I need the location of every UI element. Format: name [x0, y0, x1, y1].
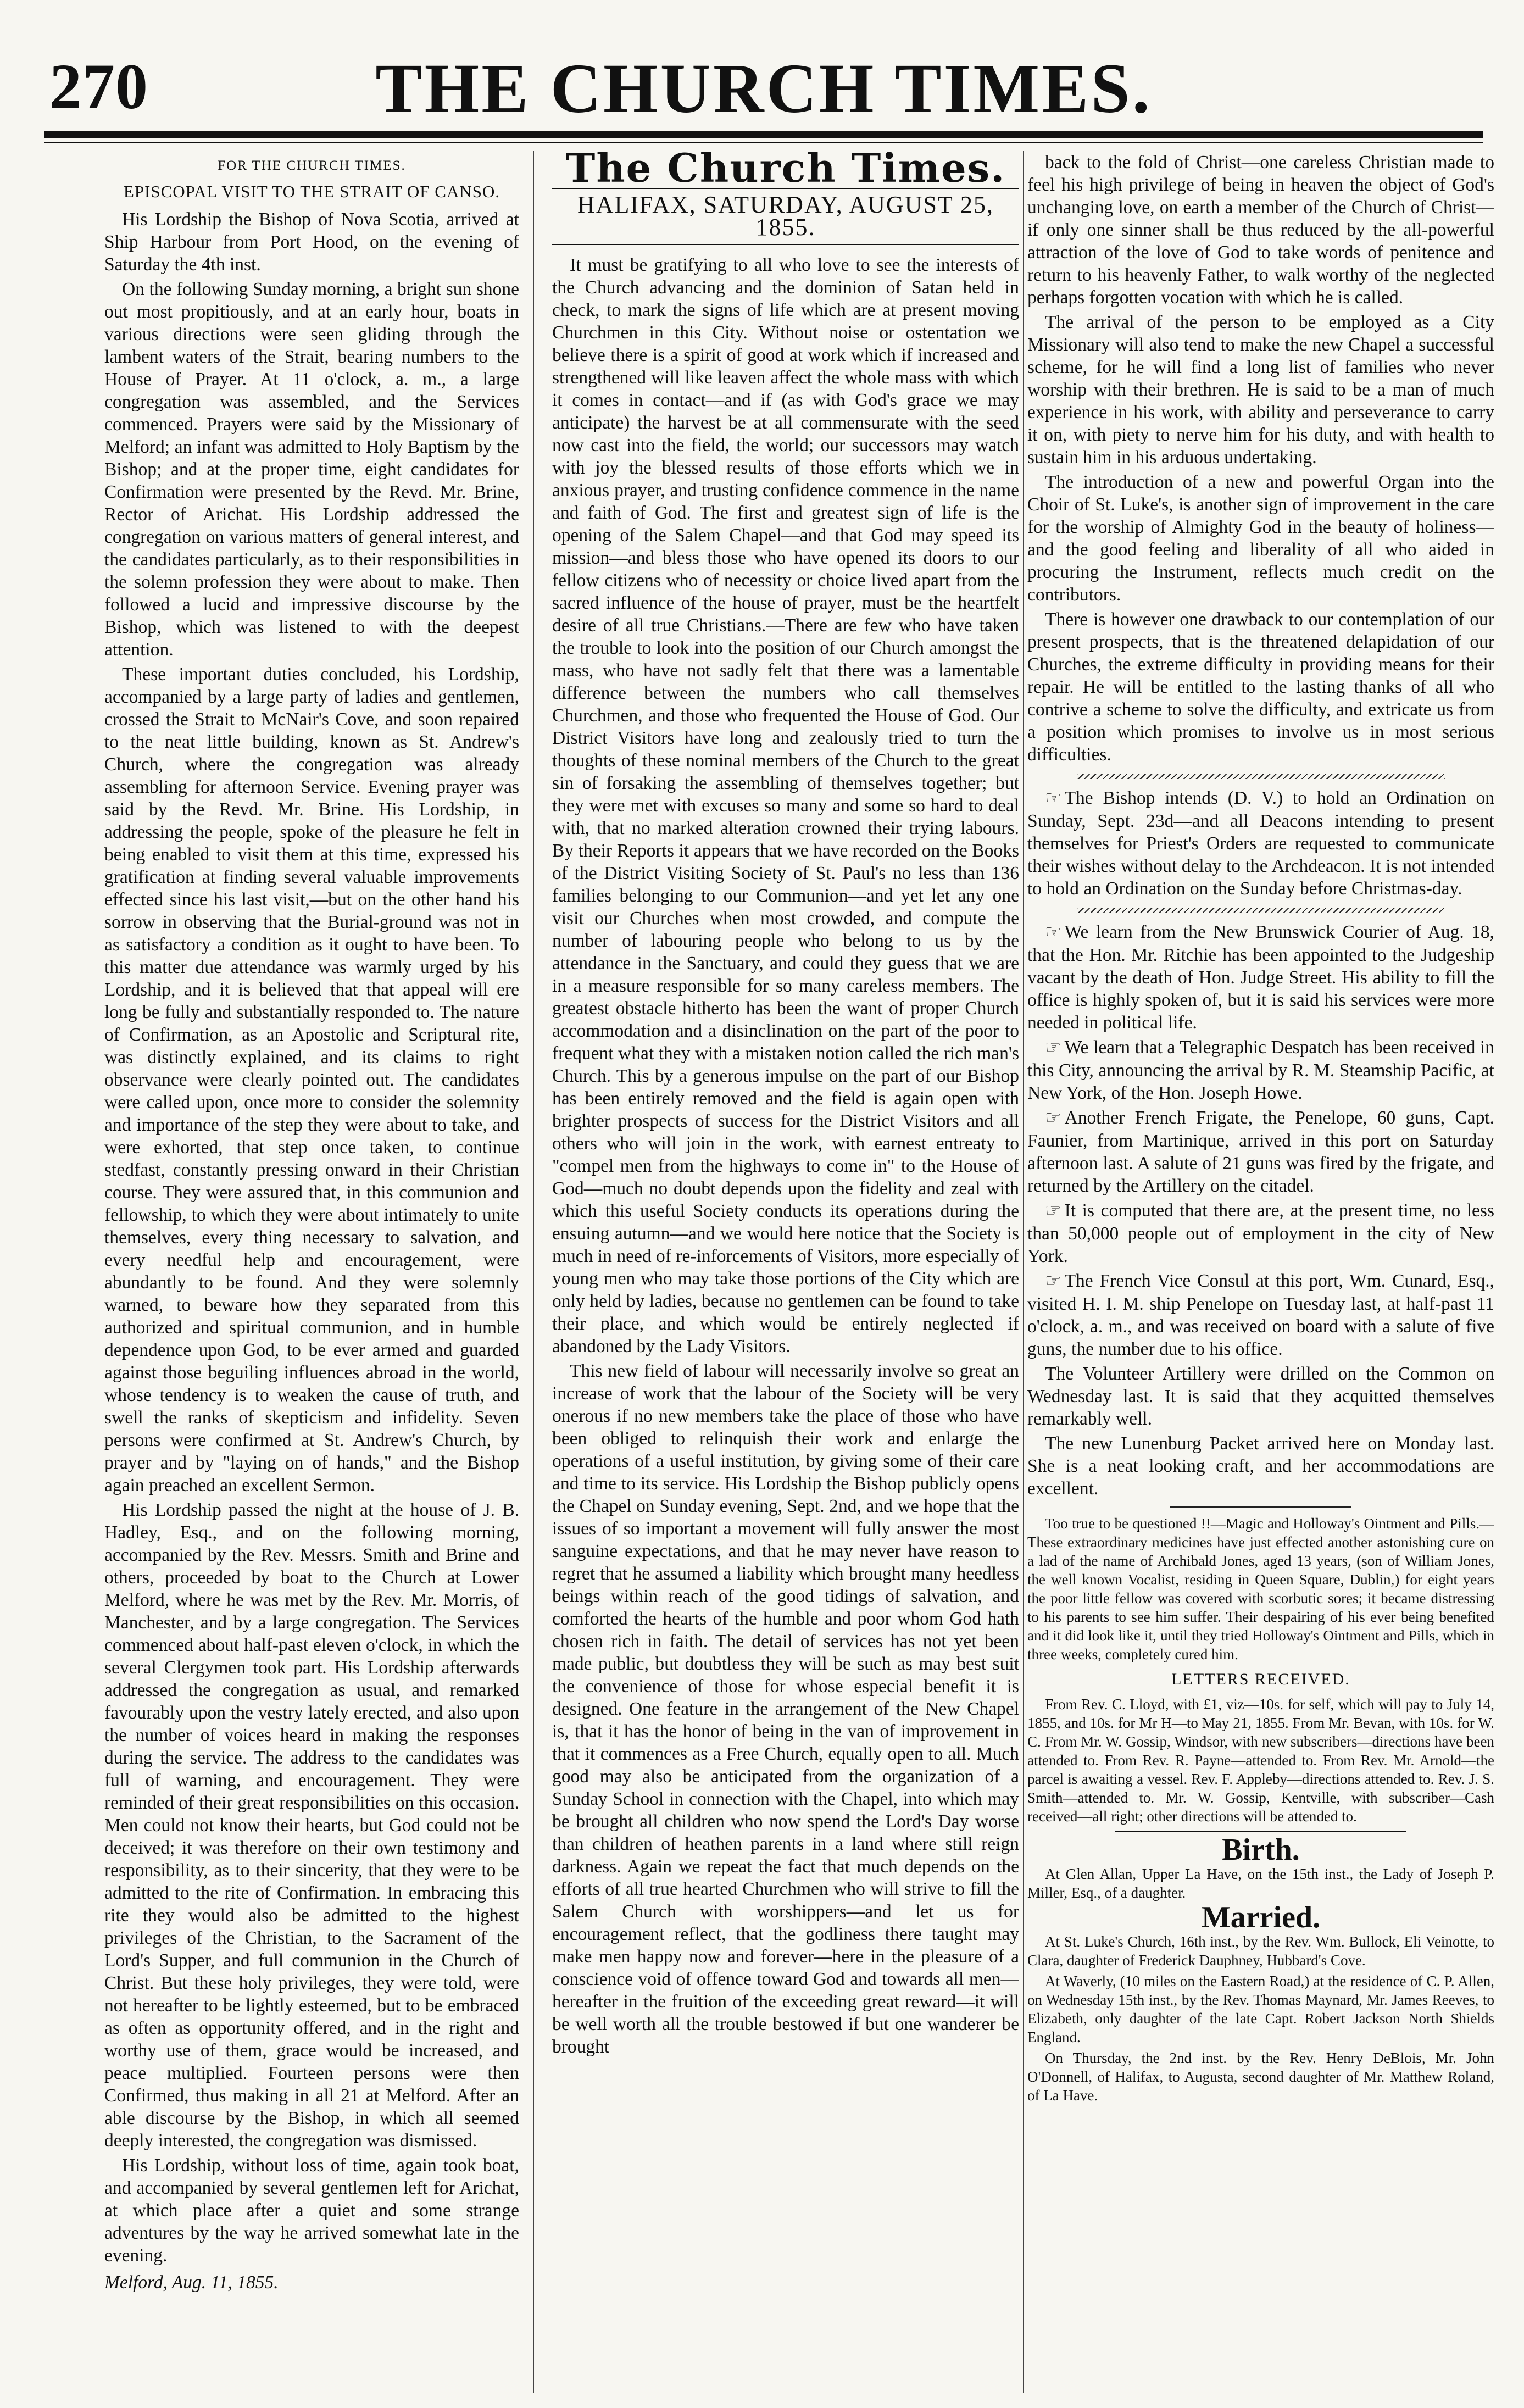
editorial-paragraph: The arrival of the person to be employed as a City Missionary will also tend to make the new Chapel a successful scheme, for he will find a long list of families who never worship with their brethren. He is said to be a man of much experience in his work, with ability and perseverance to carry it on, with piety to nerve him for his duty, and with health to sustain him in his arduous undertaking. [1027, 312, 1494, 468]
notice-item: The Volunteer Artillery were drilled on the Common on Wednesday last. It is said that they acquitted themselves remarkably well. [1027, 1364, 1494, 1429]
column-left [104, 151, 519, 2393]
pointing-hand-icon: ☞ [1045, 1201, 1061, 1221]
marriage-notice: At St. Luke's Church, 16th inst., by the Rev. Wm. Bullock, Eli Veinotte, to Clara, daughter of Frederick Dauphney, Hubbard's Cove. [1027, 1933, 1494, 1968]
article-paragraph: His Lordship, without loss of time, again took boat, and accompanied by several gentlemen left for Arichat, at which place after a quiet and some strange adventures by the way he arrived somewhat late in the evening. [104, 2155, 519, 2266]
notice-text: The French Vice Consul at this port, Wm. Cunard, Esq., visited H. I. M. ship Penelope on Tuesday last, at half-past 11 o'clock, a. m., and was received on board with a salute of five guns, the number due to his office. [1027, 1271, 1494, 1359]
divider [1170, 1506, 1351, 1508]
editorial-paragraph: There is however one drawback to our contemplation of our present prospects, that is the threatened delapidation of our Churches, the extreme difficulty in providing means for their repair. He will be entitled to the lasting thanks of all who contrive a scheme to solve the difficulty, and extricate us from a position which promises to involve us in most serious difficulties. [1027, 609, 1494, 765]
article-paragraph: His Lordship the Bishop of Nova Scotia, arrived at Ship Harbour from Port Hood, on the evening of Saturday the 4th inst. [104, 209, 519, 275]
notice-item [1027, 1106, 1494, 1197]
notice-text: Another French Frigate, the Penelope, 60 guns, Capt. Faunier, from Martinique, arrived in this port on Saturday afternoon last. A salute of 21 guns was fired by the frigate, and returned by the Artillery on the citadel. [1027, 1108, 1494, 1196]
notice-text: The Bishop intends (D. V.) to hold an Ordination on Sunday, Sept. 23d—and all Deacons intending to present themselves for Priest's Orders are requested to communicate their wishes without delay to the Archdeacon. It is not intended to hold an Ordination on the Sunday before Christmas-day. [1027, 788, 1494, 899]
birth-heading: Birth. [1222, 1833, 1300, 1867]
pointing-hand-icon: ☞ [1045, 922, 1061, 942]
notice-item [1027, 921, 1494, 1034]
editorial-paragraph: It must be gratifying to all who love to see the interests of the Church advancing and the dominion of Satan held in check, to mark the signs of life which are at present moving Churchmen in this City. Without noise or ostentation we believe there is a spirit of good at work which if increased and strengthened will like leaven affect the whole mass with which it comes in contact—and if (as with God's grace we may anticipate) the harvest be at all commensurate with the seed now cast into the field, the world; our successors may watch with joy the blessed results of those efforts which we in anxious prayer, and trusting confidence commence in the name and faith of God. The first and greatest sign of life is the opening of the Salem Chapel—and that God may speed its mission—and bless those who have opened its doors to our fellow citizens who of necessity or choice lived apart from the sacred influence of the house of prayer, must be the heartfelt desire of all true Christians.—There are few who have taken the trouble to look into the position of our Church amongst the mass, who have not sadly felt that there was a lamentable difference between the numbers who call themselves Churchmen, and those who frequented the House of God. Our District Visitors have long and zealously tried to turn the thoughts of these nominal members of the Church to the great sin of forsaking the assembling of themselves together; but they were met with excuses so many and some so hard to deal with, that no marked alteration crowned their trying labours. By their Reports it appears that we have recorded on the Books of the District Visiting Society of St. Paul's no less than 136 families belonging to our Communion—and yet let any one visit our Churches when most crowded, and compute the number of labouring people who belong to us by the attendance in the Sanctuary, and could they guess that we are in a measure responsible for so many careless members. The greatest obstacle hitherto has been the want of proper Church accommodation and a disinclination on the part of the poor to frequent what they with a mistaken notion called the rich man's Church. This by a generous impulse on the part of our Bishop has been entirely removed and the field is again open with brighter prospects of success for the District Visitors and all others who will join in the work, with earnest entreaty to "compel men from the highways to come in" to the House of God—much no doubt depends upon the fidelity and zeal with which this useful Society conducts its operations during the ensuing autumn—and we would here notice that the Society is much in need of re-inforcements of Visitors, more especially of young men who may take those portions of the City which are only held by ladies, because no gentlemen can be found to take their place, and which would be entirely neglected if abandoned by the Lady Visitors. [552, 255, 1019, 1356]
pointing-hand-icon: ☞ [1045, 788, 1061, 808]
pointing-hand-icon: ☞ [1045, 1271, 1061, 1291]
column-right [1027, 151, 1494, 2393]
article-kicker: FOR THE CHURCH TIMES. [218, 158, 406, 173]
header-rule-thick [44, 131, 1483, 138]
notice-text: We learn that a Telegraphic Despatch has been received in this City, announcing the arrival by R. M. Steamship Pacific, at New York, of the Hon. Joseph Howe. [1027, 1037, 1494, 1103]
editorial-masthead: The Church Times. [565, 151, 1006, 191]
editorial-dateline: HALIFAX, SATURDAY, AUGUST 25, 1855. [552, 187, 1019, 245]
ornamental-rule [1077, 908, 1445, 913]
notice-item [1027, 1199, 1494, 1267]
married-heading: Married. [1201, 1900, 1321, 1934]
column-divider [1023, 151, 1024, 2393]
article-paragraph: On the following Sunday morning, a bright sun shone out most propitiously, and at an early hour, boats in various directions were seen gliding through the lambent waters of the Strait, bearing numbers to the House of Prayer. At 11 o'clock, a. m., a large congregation was assembled, and the Services commenced. Prayers were said by the Missionary of Melford; an infant was admitted to Holy Baptism by the Bishop; and at the proper time, eight candidates for Confirmation were presented by the Revd. Mr. Brine, Rector of Arichat. His Lordship addressed the congregation on various matters of general interest, and the candidates particularly, as to their responsibilities in the solemn profession they were about to make. Then followed a lucid and impressive discourse by the Bishop, which was listened to with the deepest attention. [104, 279, 519, 660]
column-divider [533, 151, 534, 2393]
article-heading: EPISCOPAL VISIT TO THE STRAIT OF CANSO. [123, 182, 500, 201]
notice-item [1027, 787, 1494, 900]
article-paragraph: His Lordship passed the night at the house of J. B. Hadley, Esq., and on the following morning, accompanied by the Rev. Messrs. Smith and Brine and others, proceeded by boat to the Church at Lower Melford, where he was met by the Rev. Mr. Morris, of Manchester, and by a large congregation. The Services commenced about half-past eleven o'clock, in which the several Clergymen took part. His Lordship afterwards addressed the congregation as usual, and remarked favourably upon the vestry lately erected, and also upon the number of voices heard in making the responses during the service. The address to the candidates was full of warning, and encouragement. They were reminded of their great responsibilities on this occasion. Men could not know their hearts, but God could not be deceived; it was therefore on their own testimony and responsibility, as to their sincerity, that they were to be admitted to the rite of Confirmation. In embracing this rite they would also be admitted to the highest privileges of the Christian, to the Sacrament of the Lord's Supper, and full communion in the Church of Christ. But these holy privileges, they were told, were not hereafter to be lightly esteemed, but to be embraced as often as opportunity offered, and in the right and worthy use of them, grace would be increased, and peace multiplied. Fourteen persons were then Confirmed, thus making in all 21 at Melford. After an able discourse by the Bishop, in which all seemed deeply interested, the congregation was dismissed. [104, 1500, 519, 2151]
pointing-hand-icon: ☞ [1045, 1108, 1061, 1128]
pointing-hand-icon: ☞ [1045, 1038, 1061, 1058]
column-middle [552, 151, 1019, 2393]
ornamental-rule [1077, 774, 1445, 779]
editorial-paragraph: back to the fold of Christ—one careless Christian made to feel his high privilege of being in heaven the object of God's unchanging love, on earth a member of the Church of Christ—if only one sinner shall be thus reduced by the all-powerful attraction of the love of God to take words of penitence and return to his heavenly Father, to walk worthy of the neglected perhaps forgotten vocation with which he is called. [1027, 152, 1494, 308]
letters-text: From Rev. C. Lloyd, with £1, viz—10s. for self, which will pay to July 14, 1855, and 10s. for Mr H—to May 21, 1855. From Mr. Bevan, with 10s. for W. C. From Mr. W. Gossip, Windsor, with new subscribers—directions have been attended to. From Rev. R. Payne—attended to. From Rev. Mr. Arnold—the parcel is awaiting a vessel. Rev. F. Appleby—directions attended to. Rev. J. S. Smith—attended to. Mr. W. Gossip, Kentville, with subscriber—Cash received—all right; other directions will be attended to. [1027, 1696, 1494, 1825]
running-title: THE CHURCH TIMES. [375, 49, 1152, 127]
letters-heading: LETTERS RECEIVED. [1171, 1670, 1350, 1688]
article-byline: Melford, Aug. 11, 1855. [104, 2272, 279, 2293]
notice-item [1027, 1270, 1494, 1360]
article-paragraph: These important duties concluded, his Lordship, accompanied by a large party of ladies and gentlemen, crossed the Strait to McNair's Cove, and soon repaired to the neat little building, known as St. Andrew's Church, where the congregation was already assembling for afternoon Service. Evening prayer was said by the Revd. Mr. Brine. His Lordship, in addressing the people, spoke of the pleasure he felt in being enabled to visit them at this time, expressed his gratification at finding several valuable improvements effected since his last visit,—but on the other hand his sorrow in observing that the Burial-ground was not in as satisfactory a condition as it ought to have been. To this matter due attendance was warmly urged by his Lordship, and it is believed that that appeal will ere long be fully and substantially responded to. The nature of Confirmation, as an Apostolic and Scriptural rite, was distinctly explained, and its claims to right observance were clearly pointed out. The candidates were called upon, once more to consider the solemnity and importance of the step they were about to take, and were exhorted, that step once taken, to continue stedfast, constantly pressing onward in their Christian course. They were assured that, in this communion and fellowship, to which they were about intimately to unite themselves, every thing necessary to salvation, and every needful help and encouragement, were abundantly to be found. And they were solemnly warned, to beware how they separated from this authorized and spiritual communion, and in humble dependence upon God, to be ever armed and guarded against those beguiling influences abroad in the world, whose tendency is to weaken the cause of truth, and swell the ranks of skepticism and infidelity. Seven persons were confirmed at St. Andrew's Church, by prayer and by "laying on of hands," and the Bishop again preached an excellent Sermon. [104, 664, 519, 1495]
page-number: 270 [49, 51, 148, 123]
editorial-paragraph: The introduction of a new and powerful Organ into the Choir of St. Luke's, is another sign of improvement in the care for the worship of Almighty God in the beauty of holiness—and the good feeling and liberality of all who aided in procuring the Instrument, reflects much credit on the contributors. [1027, 472, 1494, 605]
editorial-paragraph: This new field of labour will necessarily involve so great an increase of work that the labour of the Society will be very onerous if no new members take the place of those who have been obliged to relinquish their work and enlarge the operations of a useful institution, by giving some of their care and time to its service. His Lordship the Bishop publicly opens the Chapel on Sunday evening, Sept. 2nd, and we hope that the issues of so important a movement will fully answer the most sanguine expectations, and that he may never have reason to regret that he assumed a liability which brought many heedless beings within reach of the good tidings of salvation, and comforted the hearts of the humble and poor whom God hath chosen rich in faith. The detail of services has not yet been made public, but doubtless they will be such as may best suit the convenience of those for whose especial benefit it is designed. One feature in the arrangement of the New Chapel is, that it has the honor of being in the van of improvement in that it commences as a Free Church, equally open to all. Much good may also be anticipated from the organization of a Sunday School in connection with the Chapel, into which may be brought all children who now spend the Lord's Day worse than children of heathen parents in a land where still reign darkness. Again we repeat the fact that much depends on the efforts of all true hearted Churchmen who will strive to fill the Salem Church with worshippers—and let us for encouragement reflect, that the godliness there taught may make men happy now and forever—here in the pleasure of a conscience void of offence toward God and towards all men—hereafter in the fruition of the exceeding great reward—it will be well worth all the trouble bestowed if but one wanderer be brought [552, 1361, 1019, 2057]
birth-notice: At Glen Allan, Upper La Have, on the 15th inst., the Lady of Joseph P. Miller, Esq., of a daughter. [1027, 1866, 1494, 1901]
notice-item [1027, 1036, 1494, 1104]
notice-text: We learn from the New Brunswick Courier of Aug. 18, that the Hon. Mr. Ritchie has been appointed to the Judgeship vacant by the death of Hon. Judge Street. His ability to fill the office is highly spoken of, but it is said his services were more needed in political life. [1027, 922, 1494, 1033]
notice-item: The new Lunenburg Packet arrived here on Monday last. She is a neat looking craft, and her accommodations are excellent. [1027, 1433, 1494, 1499]
page-header [38, 44, 1489, 126]
header-rule-thin [44, 142, 1483, 143]
notice-text: It is computed that there are, at the present time, no less than 50,000 people out of employment in the city of New York. [1027, 1200, 1494, 1266]
marriage-notice: On Thursday, the 2nd inst. by the Rev. Henry DeBlois, Mr. John O'Donnell, of Halifax, to Augusta, second daughter of Mr. Matthew Roland, of La Have. [1027, 2050, 1494, 2104]
advertisement: Too true to be questioned !!—Magic and Holloway's Ointment and Pills.—These extraordinary medicines have just effected another astonishing cure on a lad of the name of Archibald Jones, aged 13 years, (son of William Jones, the well known Vocalist, residing in Queen Square, Dublin,) for eight years the poor little fellow was covered with scorbutic sores; it became distressing to his parents to see him suffer. Their despairing of his ever being benefited and it did look like it, until they tried Holloway's Ointment and Pills, which in three weeks, completely cured him. [1027, 1515, 1494, 1662]
marriage-notice: At Waverly, (10 miles on the Eastern Road,) at the residence of C. P. Allen, on Wednesday 15th inst., by the Rev. Thomas Maynard, Mr. James Reeves, to Elizabeth, only daughter of the late Capt. Robert Jackson North Shields England. [1027, 1973, 1494, 2045]
